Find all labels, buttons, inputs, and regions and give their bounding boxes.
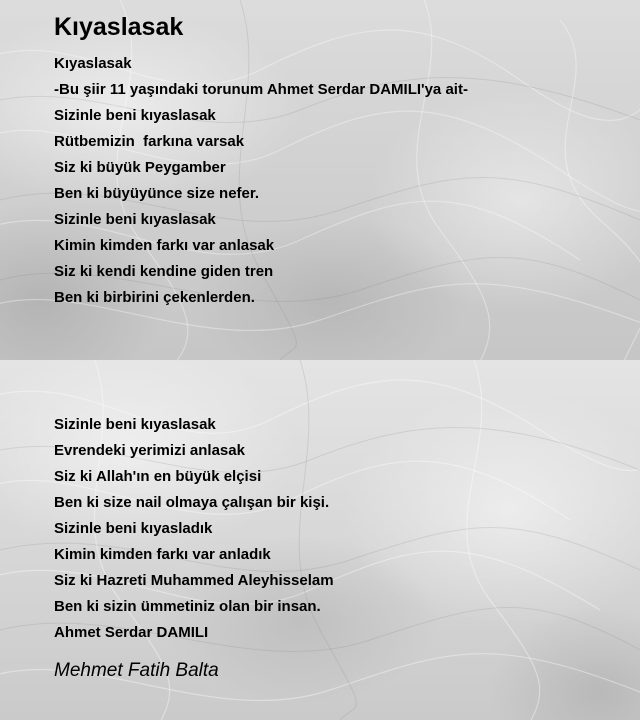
poem-line: Kimin kimden farkı var anladık bbox=[54, 546, 271, 563]
poem-line: Kimin kimden farkı var anlasak bbox=[54, 237, 275, 254]
poem-line: Sizinle beni kıyaslasak bbox=[54, 416, 216, 433]
poem-author: Mehmet Fatih Balta bbox=[54, 660, 219, 681]
poem-stanza-top bbox=[54, 51, 468, 311]
poem-line: Evrendeki yerimizi anlasak bbox=[54, 442, 245, 459]
poem-line: Sizinle beni kıyaslasak bbox=[54, 107, 216, 124]
poem-line: Ben ki size nail olmaya çalışan bir kişi. bbox=[54, 494, 330, 511]
poem-panel-bottom bbox=[0, 360, 640, 720]
poem-line: Sizinle beni kıyasladık bbox=[54, 520, 213, 537]
poem-line: Ben ki birbirini çekenlerden. bbox=[54, 289, 255, 306]
poem-line: Siz ki Allah'ın en büyük elçisi bbox=[54, 468, 262, 485]
poem-line: Kıyaslasak bbox=[54, 55, 132, 72]
poem-line: Siz ki büyük Peygamber bbox=[54, 159, 226, 176]
poem-line: Ahmet Serdar DAMILI bbox=[54, 624, 209, 641]
poem-line: Sizinle beni kıyaslasak bbox=[54, 211, 216, 228]
poem-line: -Bu şiir 11 yaşındaki torunum Ahmet Serdar DAMILI'ya ait- bbox=[54, 81, 468, 98]
poem-stanza-bottom bbox=[54, 412, 334, 646]
poem-title: Kıyaslasak bbox=[54, 13, 184, 41]
poem-line: Siz ki kendi kendine giden tren bbox=[54, 263, 274, 280]
poem-line: Siz ki Hazreti Muhammed Aleyhisselam bbox=[54, 572, 334, 589]
poem-line: Rütbemizin farkına varsak bbox=[54, 133, 245, 150]
poem-line: Ben ki büyüyünce size nefer. bbox=[54, 185, 260, 202]
poem-line: Ben ki sizin ümmetiniz olan bir insan. bbox=[54, 598, 321, 615]
